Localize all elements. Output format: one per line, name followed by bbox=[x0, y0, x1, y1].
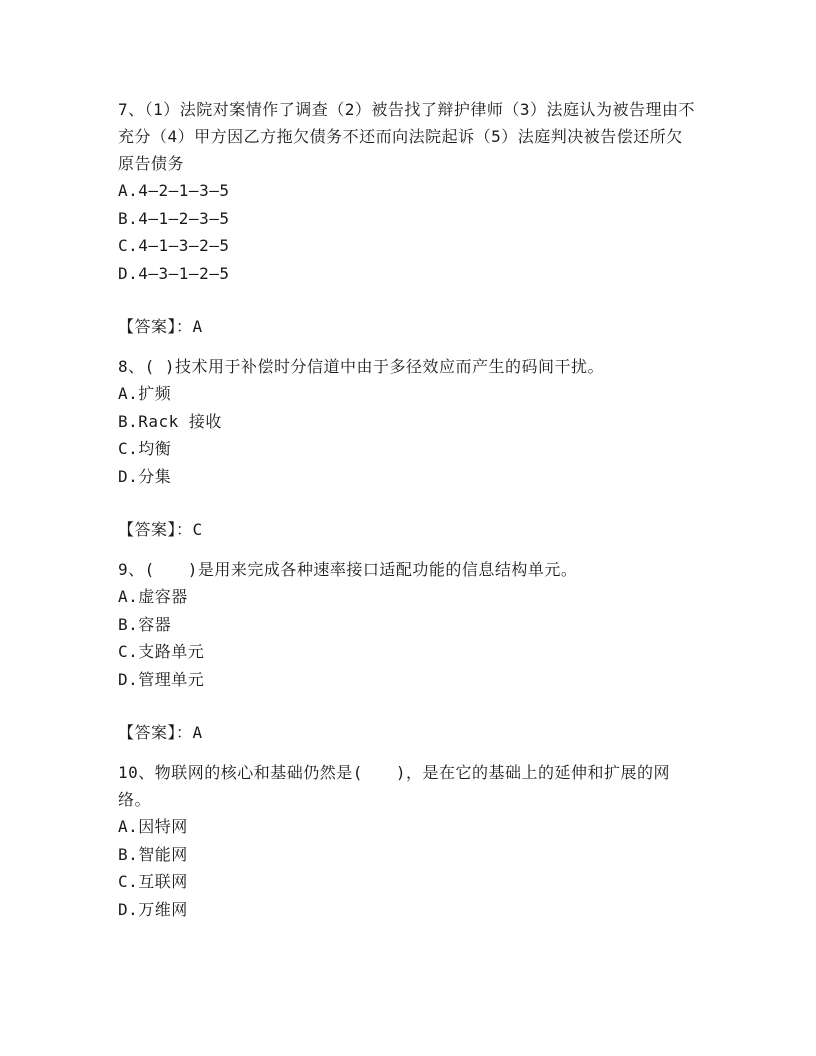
option-b: B.Rack 接收 bbox=[118, 411, 222, 431]
spacer bbox=[118, 746, 698, 759]
question-stem: 8、( )技术用于补偿时分信道中由于多径效应而产生的码间干扰。 bbox=[118, 357, 605, 376]
spacer bbox=[118, 543, 698, 556]
option-d: D.分集 bbox=[118, 466, 172, 486]
option-d: D.管理单元 bbox=[118, 669, 205, 689]
option-c: C.4—1—3—2—5 bbox=[118, 236, 230, 255]
question-stem: 10、物联网的核心和基础仍然是( )，是在它的基础上的延伸和扩展的网络。 bbox=[118, 763, 671, 809]
spacer bbox=[118, 693, 698, 719]
question-7 bbox=[118, 96, 698, 353]
option-c: C.支路单元 bbox=[118, 642, 205, 661]
answer-line: 【答案】：A bbox=[118, 723, 203, 742]
spacer bbox=[118, 287, 698, 313]
option-b: B.容器 bbox=[118, 614, 172, 634]
option-c: C.均衡 bbox=[118, 439, 172, 458]
answer-line: 【答案】：A bbox=[118, 317, 203, 336]
document-page bbox=[118, 96, 698, 923]
question-stem: 9、( )是用来完成各种速率接口适配功能的信息结构单元。 bbox=[118, 560, 578, 579]
option-a: A.扩频 bbox=[118, 384, 172, 403]
option-d: D.4—3—1—2—5 bbox=[118, 263, 230, 283]
option-a: A.因特网 bbox=[118, 817, 188, 836]
option-b: B.4—1—2—3—5 bbox=[118, 208, 230, 228]
question-9 bbox=[118, 556, 698, 759]
option-a: A.4—2—1—3—5 bbox=[118, 181, 230, 200]
answer-line: 【答案】：C bbox=[118, 520, 203, 539]
question-stem: 7、（1）法院对案情作了调查（2）被告找了辩护律师（3）法庭认为被告理由不充分（4）甲方因乙方拖欠债务不还而向法院起诉（5）法庭判决被告偿还所欠原告债务 bbox=[118, 100, 696, 173]
option-d: D.万维网 bbox=[118, 899, 188, 919]
spacer bbox=[118, 340, 698, 353]
question-10 bbox=[118, 759, 698, 923]
option-c: C.互联网 bbox=[118, 872, 188, 891]
option-b: B.智能网 bbox=[118, 844, 188, 864]
question-8 bbox=[118, 353, 698, 556]
spacer bbox=[118, 490, 698, 516]
option-a: A.虚容器 bbox=[118, 587, 188, 606]
